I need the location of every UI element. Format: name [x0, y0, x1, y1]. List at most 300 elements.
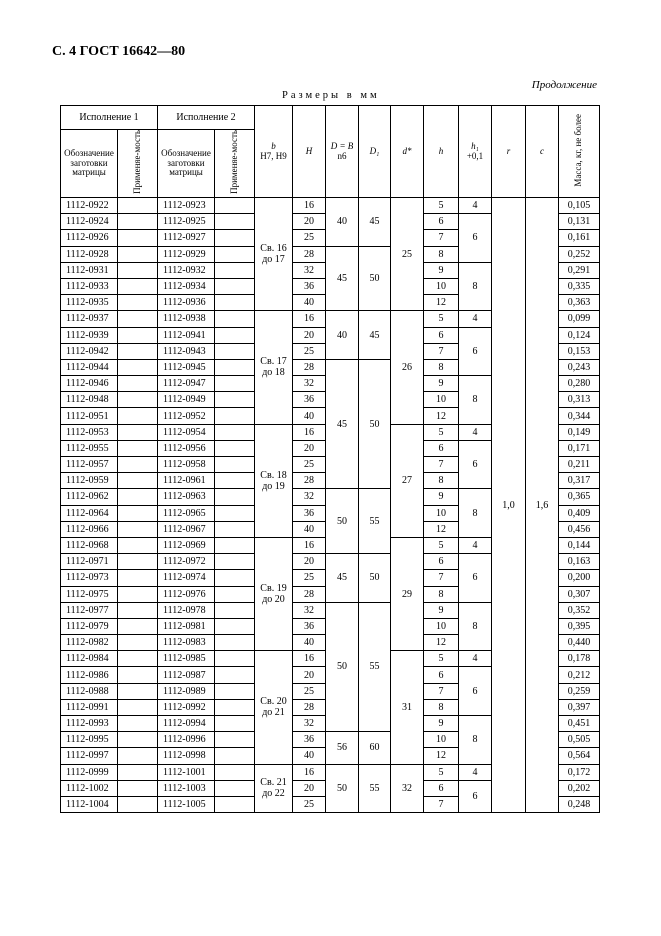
oboznachenie-1-cell: 1112-1002	[61, 780, 118, 796]
oboznachenie-2-cell: 1112-0949	[158, 392, 215, 408]
primenyaemost-1-cell	[118, 683, 158, 699]
oboznachenie-1-cell: 1112-0953	[61, 424, 118, 440]
primenyaemost-1-cell	[118, 521, 158, 537]
primenyaemost-2-cell	[215, 796, 255, 812]
b-range-line1: Св. 17	[260, 356, 287, 368]
D-B-cell: 45	[326, 246, 359, 311]
primenyaemost-2-cell	[215, 764, 255, 780]
mass-cell: 0,172	[559, 764, 600, 780]
h-cell: 9	[424, 376, 459, 392]
D1-cell: 55	[359, 489, 391, 554]
H-cell: 32	[293, 489, 326, 505]
H-cell: 32	[293, 716, 326, 732]
primenyaemost-1-cell	[118, 359, 158, 375]
D-B-cell: 40	[326, 198, 359, 247]
primenyaemost-1-cell	[118, 699, 158, 715]
mass-cell: 0,440	[559, 635, 600, 651]
d-cell: 29	[391, 537, 424, 650]
primenyaemost-2-cell	[215, 440, 255, 456]
oboznachenie-2-cell: 1112-0961	[158, 473, 215, 489]
primenyaemost-1-cell	[118, 732, 158, 748]
oboznachenie-2-cell: 1112-0972	[158, 554, 215, 570]
b-range-cell	[255, 424, 293, 537]
h-cell: 12	[424, 408, 459, 424]
header-oboznachenie-2: Обозначение заготовки матрицы	[158, 130, 215, 198]
header-c: c	[526, 106, 559, 198]
b-range-line2: до 18	[262, 367, 285, 379]
h-cell: 6	[424, 780, 459, 796]
D1-cell: 45	[359, 311, 391, 360]
primenyaemost-1-cell	[118, 246, 158, 262]
H-cell: 16	[293, 311, 326, 327]
oboznachenie-2-cell: 1112-0925	[158, 214, 215, 230]
h-cell: 8	[424, 359, 459, 375]
mass-cell: 0,178	[559, 651, 600, 667]
h1-cell: 8	[459, 489, 492, 538]
oboznachenie-2-cell: 1112-0932	[158, 262, 215, 278]
h1-cell: 4	[459, 764, 492, 780]
primenyaemost-2-cell	[215, 586, 255, 602]
mass-cell: 0,456	[559, 521, 600, 537]
b-range-line1: Св. 19	[260, 583, 287, 595]
mass-cell: 0,409	[559, 505, 600, 521]
primenyaemost-1-cell	[118, 376, 158, 392]
primenyaemost-2-cell	[215, 699, 255, 715]
H-cell: 25	[293, 570, 326, 586]
h1-cell: 4	[459, 651, 492, 667]
D1-cell: 50	[359, 554, 391, 603]
oboznachenie-1-cell: 1112-0997	[61, 748, 118, 764]
b-range-line2: до 22	[262, 788, 285, 800]
h-cell: 5	[424, 537, 459, 553]
d-cell: 31	[391, 651, 424, 764]
mass-cell: 0,099	[559, 311, 600, 327]
primenyaemost-2-cell	[215, 635, 255, 651]
H-cell: 40	[293, 521, 326, 537]
oboznachenie-2-cell: 1112-0938	[158, 311, 215, 327]
h-cell: 5	[424, 764, 459, 780]
primenyaemost-2-cell	[215, 651, 255, 667]
header-b: b H7, H9	[255, 106, 293, 198]
oboznachenie-1-cell: 1112-0922	[61, 198, 118, 214]
D-B-cell: 50	[326, 764, 359, 813]
oboznachenie-2-cell: 1112-0976	[158, 586, 215, 602]
oboznachenie-1-cell: 1112-0988	[61, 683, 118, 699]
D1-cell: 50	[359, 246, 391, 311]
H-cell: 28	[293, 473, 326, 489]
primenyaemost-2-cell	[215, 554, 255, 570]
d-cell: 32	[391, 764, 424, 813]
D-B-cell: 50	[326, 602, 359, 732]
oboznachenie-1-cell: 1112-0999	[61, 764, 118, 780]
H-cell: 25	[293, 457, 326, 473]
primenyaemost-2-cell	[215, 376, 255, 392]
oboznachenie-1-cell: 1112-1004	[61, 796, 118, 812]
primenyaemost-2-cell	[215, 408, 255, 424]
oboznachenie-2-cell: 1112-0965	[158, 505, 215, 521]
header-d: d*	[391, 106, 424, 198]
primenyaemost-1-cell	[118, 716, 158, 732]
oboznachenie-2-cell: 1112-0989	[158, 683, 215, 699]
h1-cell: 8	[459, 262, 492, 311]
primenyaemost-1-cell	[118, 343, 158, 359]
primenyaemost-2-cell	[215, 570, 255, 586]
h1-cell: 6	[459, 554, 492, 603]
primenyaemost-1-cell	[118, 780, 158, 796]
b-range-line1: Св. 16	[260, 243, 287, 255]
primenyaemost-1-cell	[118, 278, 158, 294]
oboznachenie-1-cell: 1112-0959	[61, 473, 118, 489]
primenyaemost-1-cell	[118, 327, 158, 343]
mass-cell: 0,363	[559, 295, 600, 311]
H-cell: 40	[293, 748, 326, 764]
mass-cell: 0,335	[559, 278, 600, 294]
oboznachenie-1-cell: 1112-0935	[61, 295, 118, 311]
oboznachenie-1-cell: 1112-0982	[61, 635, 118, 651]
primenyaemost-1-cell	[118, 602, 158, 618]
primenyaemost-2-cell	[215, 618, 255, 634]
h-cell: 7	[424, 683, 459, 699]
h-cell: 6	[424, 667, 459, 683]
oboznachenie-2-cell: 1112-0978	[158, 602, 215, 618]
oboznachenie-1-cell: 1112-0939	[61, 327, 118, 343]
H-cell: 16	[293, 651, 326, 667]
mass-cell: 0,344	[559, 408, 600, 424]
oboznachenie-1-cell: 1112-0942	[61, 343, 118, 359]
H-cell: 25	[293, 683, 326, 699]
oboznachenie-2-cell: 1112-0947	[158, 376, 215, 392]
H-cell: 16	[293, 198, 326, 214]
oboznachenie-2-cell: 1112-0956	[158, 440, 215, 456]
oboznachenie-1-cell: 1112-0986	[61, 667, 118, 683]
oboznachenie-1-cell: 1112-0991	[61, 699, 118, 715]
h-cell: 6	[424, 214, 459, 230]
primenyaemost-1-cell	[118, 748, 158, 764]
dimensions-table	[60, 105, 600, 813]
r-cell: 1,0	[492, 198, 526, 813]
primenyaemost-2-cell	[215, 198, 255, 214]
oboznachenie-2-cell: 1112-0952	[158, 408, 215, 424]
h-cell: 10	[424, 505, 459, 521]
oboznachenie-1-cell: 1112-0964	[61, 505, 118, 521]
h-cell: 6	[424, 554, 459, 570]
continuation-label: Продолжение	[531, 79, 597, 91]
oboznachenie-2-cell: 1112-0996	[158, 732, 215, 748]
header-primenyaemost-2: Применяе-мость	[215, 130, 255, 198]
oboznachenie-2-cell: 1112-0934	[158, 278, 215, 294]
d-cell: 27	[391, 424, 424, 537]
primenyaemost-1-cell	[118, 198, 158, 214]
oboznachenie-1-cell: 1112-0977	[61, 602, 118, 618]
h1-cell: 8	[459, 602, 492, 651]
mass-cell: 0,317	[559, 473, 600, 489]
mass-cell: 0,212	[559, 667, 600, 683]
primenyaemost-2-cell	[215, 311, 255, 327]
oboznachenie-1-cell: 1112-0995	[61, 732, 118, 748]
primenyaemost-1-cell	[118, 230, 158, 246]
oboznachenie-1-cell: 1112-0924	[61, 214, 118, 230]
oboznachenie-2-cell: 1112-0985	[158, 651, 215, 667]
primenyaemost-2-cell	[215, 262, 255, 278]
mass-cell: 0,313	[559, 392, 600, 408]
oboznachenie-1-cell: 1112-0948	[61, 392, 118, 408]
d-cell: 26	[391, 311, 424, 424]
h1-cell: 8	[459, 376, 492, 425]
oboznachenie-2-cell: 1112-0998	[158, 748, 215, 764]
h-cell: 9	[424, 489, 459, 505]
primenyaemost-1-cell	[118, 554, 158, 570]
oboznachenie-2-cell: 1112-0963	[158, 489, 215, 505]
H-cell: 40	[293, 295, 326, 311]
D1-cell: 55	[359, 764, 391, 813]
mass-cell: 0,149	[559, 424, 600, 440]
primenyaemost-2-cell	[215, 521, 255, 537]
mass-cell: 0,395	[559, 618, 600, 634]
header-r: r	[492, 106, 526, 198]
header-oboznachenie-1: Обозначение заготовки матрицы	[61, 130, 118, 198]
oboznachenie-1-cell: 1112-0971	[61, 554, 118, 570]
D-B-cell: 40	[326, 311, 359, 360]
primenyaemost-2-cell	[215, 457, 255, 473]
h-cell: 7	[424, 457, 459, 473]
primenyaemost-2-cell	[215, 602, 255, 618]
H-cell: 16	[293, 537, 326, 553]
oboznachenie-1-cell: 1112-0926	[61, 230, 118, 246]
mass-cell: 0,202	[559, 780, 600, 796]
primenyaemost-1-cell	[118, 489, 158, 505]
mass-cell: 0,243	[559, 359, 600, 375]
h1-cell: 6	[459, 327, 492, 376]
h-cell: 12	[424, 748, 459, 764]
D1-cell: 55	[359, 602, 391, 732]
h1-cell: 6	[459, 780, 492, 812]
D-B-cell: 56	[326, 732, 359, 764]
oboznachenie-2-cell: 1112-0967	[158, 521, 215, 537]
h-cell: 8	[424, 699, 459, 715]
primenyaemost-1-cell	[118, 214, 158, 230]
mass-cell: 0,505	[559, 732, 600, 748]
mass-cell: 0,307	[559, 586, 600, 602]
h-cell: 10	[424, 278, 459, 294]
primenyaemost-2-cell	[215, 295, 255, 311]
b-range-line2: до 21	[262, 707, 285, 719]
oboznachenie-2-cell: 1112-0923	[158, 198, 215, 214]
mass-cell: 0,252	[559, 246, 600, 262]
b-range-cell	[255, 311, 293, 424]
h-cell: 6	[424, 440, 459, 456]
oboznachenie-1-cell: 1112-0937	[61, 311, 118, 327]
mass-cell: 0,280	[559, 376, 600, 392]
oboznachenie-1-cell: 1112-0931	[61, 262, 118, 278]
mass-cell: 0,248	[559, 796, 600, 812]
b-range-cell	[255, 198, 293, 311]
H-cell: 20	[293, 214, 326, 230]
b-range-line1: Св. 20	[260, 696, 287, 708]
oboznachenie-2-cell: 1112-0969	[158, 537, 215, 553]
primenyaemost-1-cell	[118, 570, 158, 586]
primenyaemost-2-cell	[215, 392, 255, 408]
oboznachenie-2-cell: 1112-0987	[158, 667, 215, 683]
D1-cell: 50	[359, 359, 391, 489]
mass-cell: 0,163	[559, 554, 600, 570]
primenyaemost-1-cell	[118, 586, 158, 602]
H-cell: 25	[293, 343, 326, 359]
header-primenyaemost-1: Применяе-мость	[118, 130, 158, 198]
h1-cell: 4	[459, 424, 492, 440]
header-ispolnenie-1: Исполнение 1	[61, 106, 158, 130]
H-cell: 20	[293, 554, 326, 570]
header-h1: h₁ +0,1	[459, 106, 492, 198]
primenyaemost-1-cell	[118, 505, 158, 521]
page-title: С. 4 ГОСТ 16642—80	[52, 44, 186, 59]
mass-cell: 0,451	[559, 716, 600, 732]
primenyaemost-2-cell	[215, 246, 255, 262]
H-cell: 36	[293, 278, 326, 294]
h1-cell: 6	[459, 440, 492, 489]
h-cell: 10	[424, 392, 459, 408]
h-cell: 7	[424, 343, 459, 359]
primenyaemost-2-cell	[215, 343, 255, 359]
primenyaemost-1-cell	[118, 295, 158, 311]
primenyaemost-1-cell	[118, 618, 158, 634]
H-cell: 36	[293, 618, 326, 634]
mass-cell: 0,171	[559, 440, 600, 456]
primenyaemost-2-cell	[215, 683, 255, 699]
mass-cell: 0,161	[559, 230, 600, 246]
oboznachenie-2-cell: 1112-0936	[158, 295, 215, 311]
primenyaemost-2-cell	[215, 716, 255, 732]
H-cell: 20	[293, 780, 326, 796]
primenyaemost-2-cell	[215, 537, 255, 553]
oboznachenie-1-cell: 1112-0955	[61, 440, 118, 456]
header-ispolnenie-2: Исполнение 2	[158, 106, 255, 130]
primenyaemost-2-cell	[215, 359, 255, 375]
D-B-cell: 50	[326, 489, 359, 554]
b-range-line2: до 20	[262, 594, 285, 606]
h-cell: 12	[424, 635, 459, 651]
primenyaemost-2-cell	[215, 667, 255, 683]
oboznachenie-1-cell: 1112-0933	[61, 278, 118, 294]
h1-cell: 4	[459, 537, 492, 553]
oboznachenie-1-cell: 1112-0928	[61, 246, 118, 262]
oboznachenie-2-cell: 1112-0958	[158, 457, 215, 473]
oboznachenie-1-cell: 1112-0984	[61, 651, 118, 667]
primenyaemost-1-cell	[118, 408, 158, 424]
primenyaemost-1-cell	[118, 392, 158, 408]
H-cell: 28	[293, 246, 326, 262]
H-cell: 16	[293, 764, 326, 780]
oboznachenie-1-cell: 1112-0946	[61, 376, 118, 392]
oboznachenie-2-cell: 1112-0994	[158, 716, 215, 732]
h-cell: 8	[424, 246, 459, 262]
primenyaemost-2-cell	[215, 424, 255, 440]
H-cell: 25	[293, 230, 326, 246]
mass-cell: 0,144	[559, 537, 600, 553]
oboznachenie-2-cell: 1112-1001	[158, 764, 215, 780]
mass-cell: 0,153	[559, 343, 600, 359]
mass-cell: 0,124	[559, 327, 600, 343]
b-range-line2: до 17	[262, 254, 285, 266]
h-cell: 7	[424, 230, 459, 246]
H-cell: 40	[293, 408, 326, 424]
mass-cell: 0,200	[559, 570, 600, 586]
primenyaemost-2-cell	[215, 748, 255, 764]
h1-cell: 4	[459, 198, 492, 214]
h-cell: 10	[424, 732, 459, 748]
primenyaemost-1-cell	[118, 424, 158, 440]
oboznachenie-2-cell: 1112-0941	[158, 327, 215, 343]
h-cell: 7	[424, 796, 459, 812]
mass-cell: 0,352	[559, 602, 600, 618]
oboznachenie-1-cell: 1112-0944	[61, 359, 118, 375]
h-cell: 5	[424, 651, 459, 667]
h1-cell: 4	[459, 311, 492, 327]
primenyaemost-1-cell	[118, 537, 158, 553]
primenyaemost-1-cell	[118, 473, 158, 489]
h-cell: 12	[424, 521, 459, 537]
primenyaemost-1-cell	[118, 635, 158, 651]
primenyaemost-2-cell	[215, 327, 255, 343]
d-cell: 25	[391, 198, 424, 311]
primenyaemost-1-cell	[118, 667, 158, 683]
h-cell: 6	[424, 327, 459, 343]
header-D-B: D = B n6	[326, 106, 359, 198]
h-cell: 10	[424, 618, 459, 634]
h1-cell: 8	[459, 716, 492, 765]
b-range-line2: до 19	[262, 480, 285, 492]
primenyaemost-2-cell	[215, 278, 255, 294]
D1-cell: 45	[359, 198, 391, 247]
h-cell: 5	[424, 424, 459, 440]
oboznachenie-2-cell: 1112-0945	[158, 359, 215, 375]
mass-cell: 0,291	[559, 262, 600, 278]
b-range-cell	[255, 764, 293, 813]
h-cell: 7	[424, 570, 459, 586]
D-B-cell: 45	[326, 554, 359, 603]
h-cell: 8	[424, 473, 459, 489]
primenyaemost-1-cell	[118, 311, 158, 327]
oboznachenie-1-cell: 1112-0968	[61, 537, 118, 553]
mass-cell: 0,564	[559, 748, 600, 764]
H-cell: 16	[293, 424, 326, 440]
oboznachenie-1-cell: 1112-0975	[61, 586, 118, 602]
H-cell: 32	[293, 376, 326, 392]
oboznachenie-2-cell: 1112-0981	[158, 618, 215, 634]
oboznachenie-1-cell: 1112-0979	[61, 618, 118, 634]
H-cell: 20	[293, 440, 326, 456]
primenyaemost-2-cell	[215, 489, 255, 505]
oboznachenie-2-cell: 1112-0992	[158, 699, 215, 715]
mass-cell: 0,105	[559, 198, 600, 214]
oboznachenie-2-cell: 1112-0927	[158, 230, 215, 246]
b-range-line1: Св. 18	[260, 469, 287, 481]
mass-cell: 0,131	[559, 214, 600, 230]
oboznachenie-2-cell: 1112-0929	[158, 246, 215, 262]
primenyaemost-1-cell	[118, 764, 158, 780]
H-cell: 28	[293, 359, 326, 375]
b-range-cell	[255, 651, 293, 764]
primenyaemost-1-cell	[118, 457, 158, 473]
header-mass: Масса, кг, не более	[559, 106, 600, 198]
h-cell: 9	[424, 262, 459, 278]
primenyaemost-2-cell	[215, 230, 255, 246]
mass-cell: 0,365	[559, 489, 600, 505]
oboznachenie-2-cell: 1112-1003	[158, 780, 215, 796]
h-cell: 5	[424, 311, 459, 327]
primenyaemost-2-cell	[215, 473, 255, 489]
oboznachenie-1-cell: 1112-0966	[61, 521, 118, 537]
h-cell: 9	[424, 716, 459, 732]
